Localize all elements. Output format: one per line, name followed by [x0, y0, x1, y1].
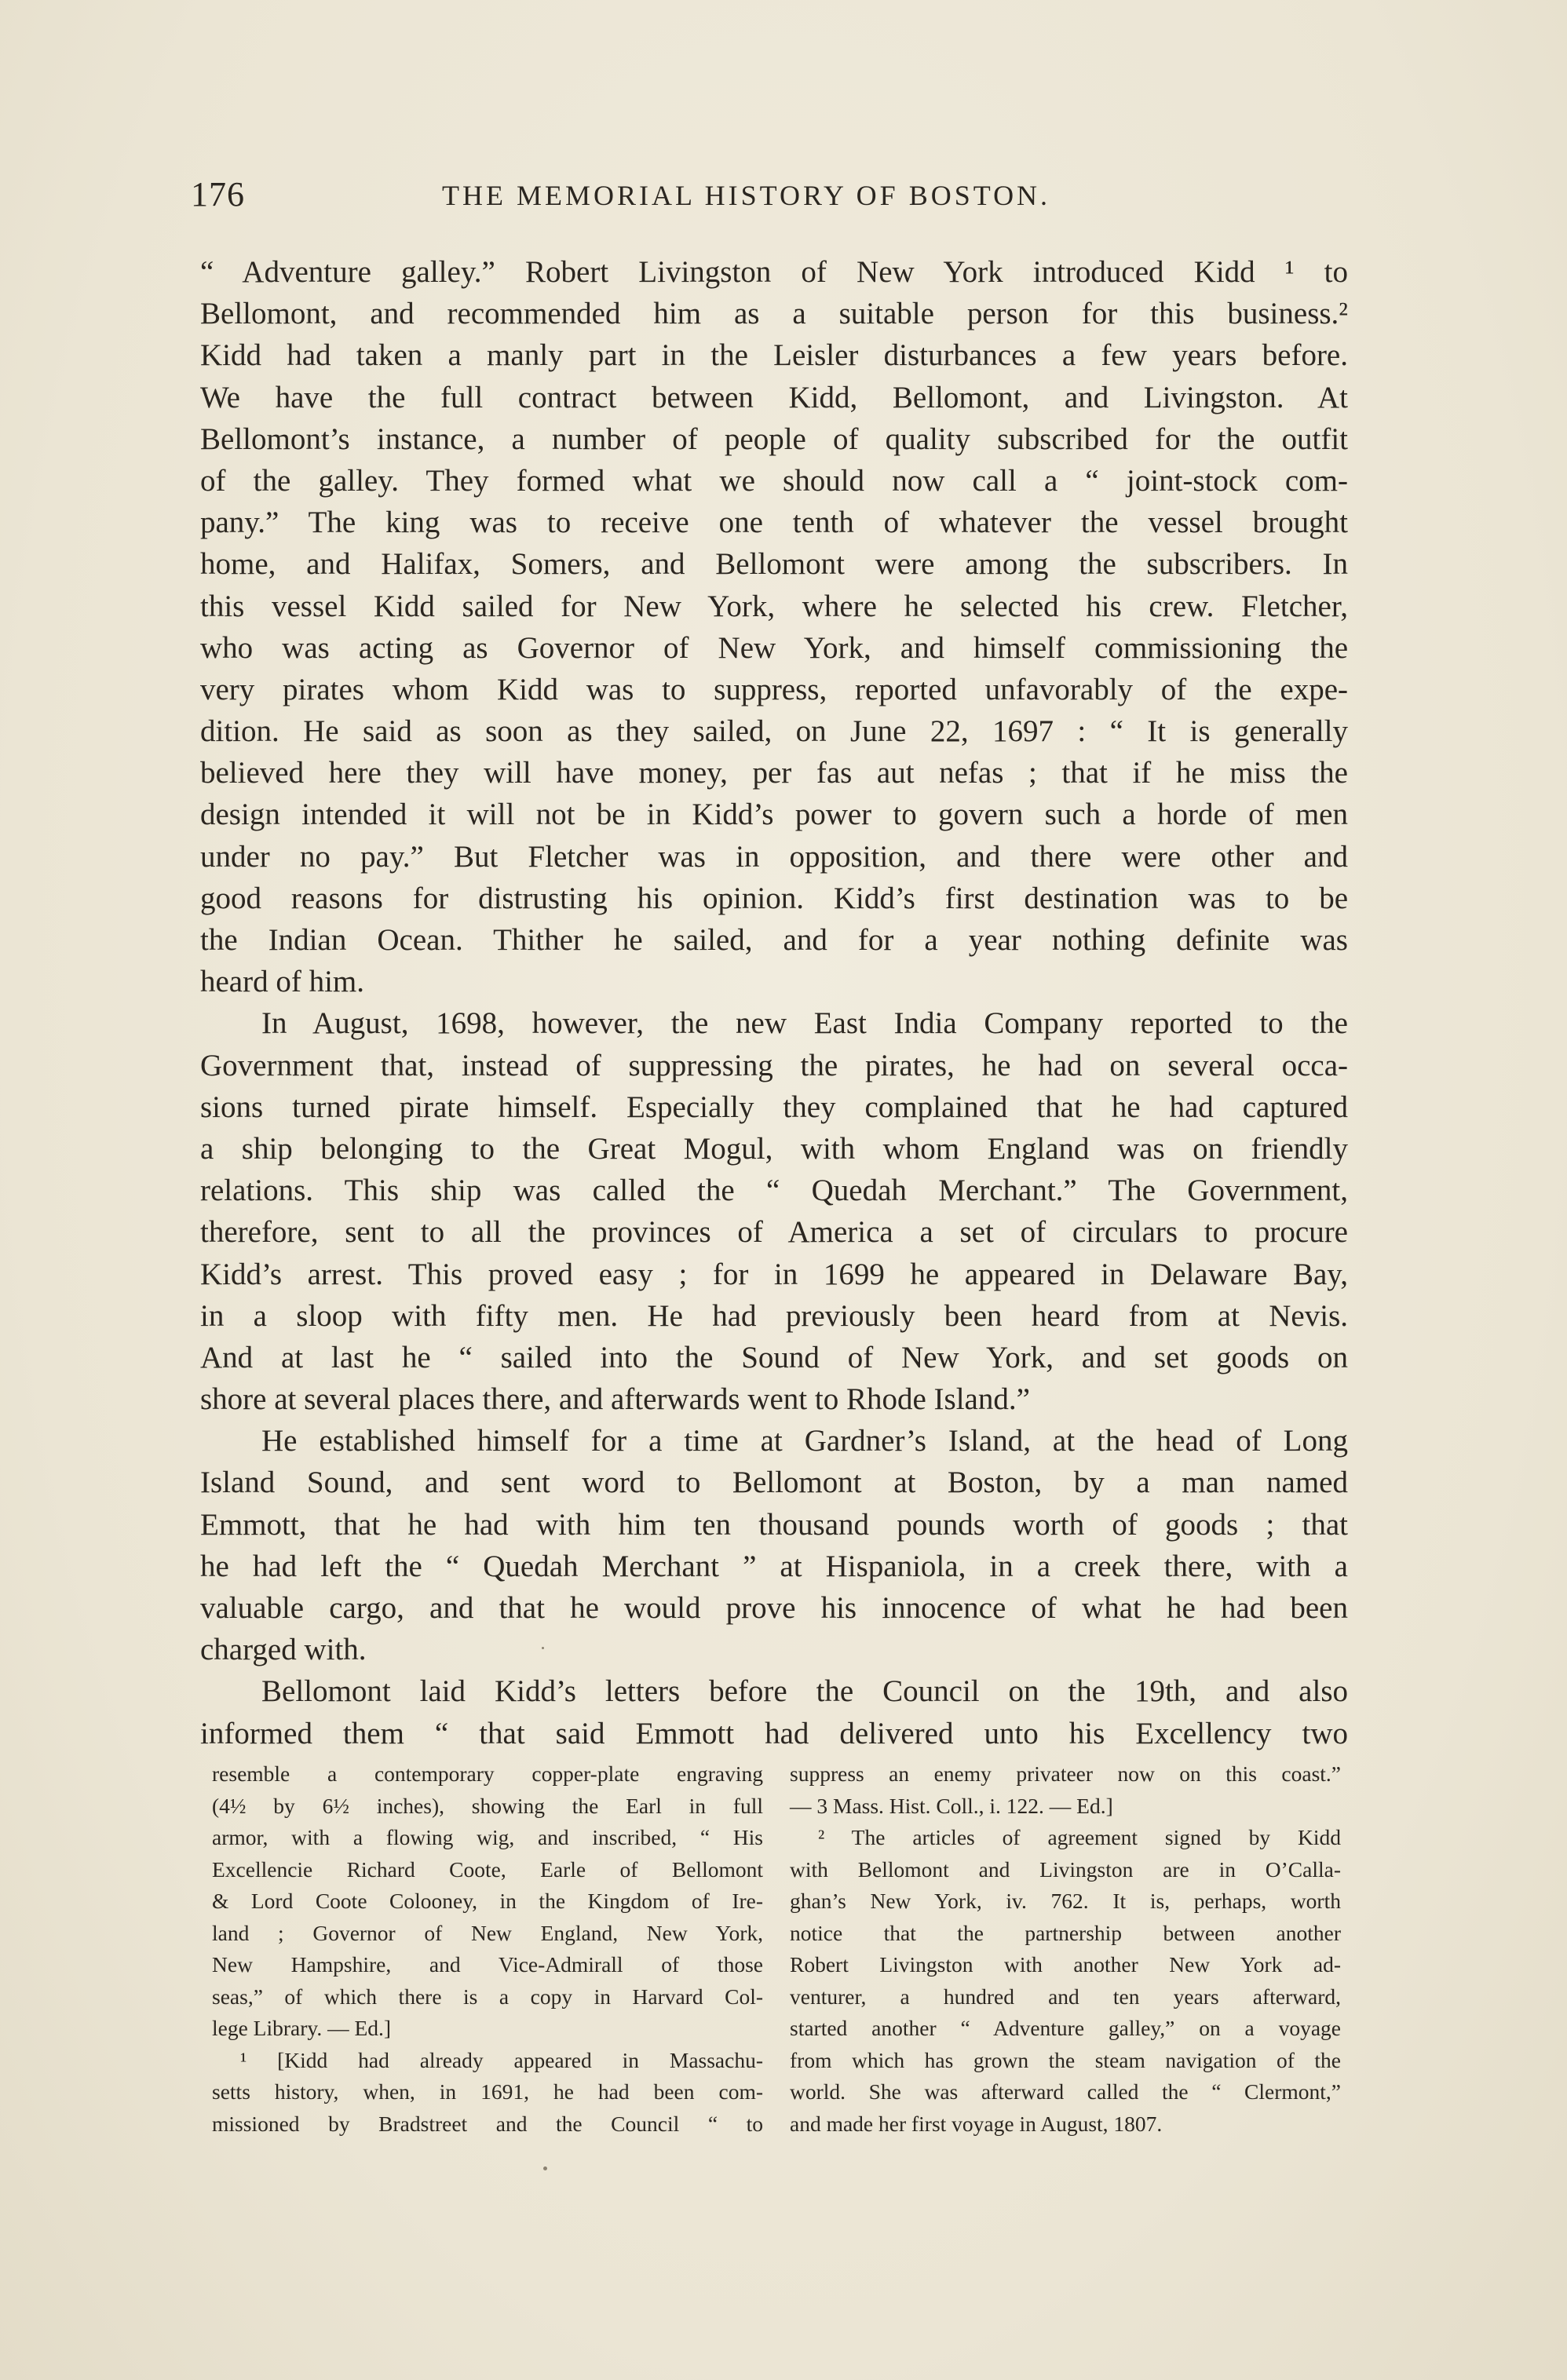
text-line: “ Adventure galley.” Robert Livingston of New York introduced Kidd ¹ to	[200, 255, 1348, 289]
text-line: We have the full contract between Kidd, Bellomont, and Livingston. At	[200, 380, 1348, 414]
text-line: dition. He said as soon as they sailed, on June 22, 1697 : “ It is generally	[200, 714, 1348, 749]
footnote-line: from which has grown the steam navigation of the	[790, 2047, 1341, 2072]
main-text	[200, 251, 1348, 1754]
footnote-line: notice that the partnership between another	[790, 1920, 1341, 1945]
footnote-line: — 3 Mass. Hist. Coll., i. 122. — Ed.]	[790, 1793, 1113, 1818]
footnote-line: seas,” of which there is a copy in Harvard Col-	[212, 1984, 763, 2009]
text-line: heard of him.	[200, 965, 365, 999]
text-line: home, and Halifax, Somers, and Bellomont were among the subscribers. In	[200, 547, 1348, 582]
footnote-line: land ; Governor of New England, New York,	[212, 1920, 763, 1945]
text-line: very pirates whom Kidd was to suppress, reported unfavorably of the expe-	[200, 672, 1348, 706]
footnote-line: ghan’s New York, iv. 762. It is, perhaps, worth	[790, 1889, 1341, 1913]
text-line: Kidd had taken a manly part in the Leisler disturbances a few years before.	[200, 338, 1348, 373]
footnote-line: ¹ [Kidd had already appeared in Massachu-	[240, 2047, 763, 2072]
page-number: 176	[191, 175, 245, 214]
text-line: relations. This ship was called the “ Quedah Merchant.” The Government,	[200, 1174, 1348, 1208]
footnote-line: Excellencie Richard Coote, Earle of Bellomont	[212, 1856, 763, 1882]
text-line: therefore, sent to all the provinces of America a set of circulars to procure	[200, 1215, 1348, 1250]
text-line: he had left the “ Quedah Merchant ” at Hispaniola, in a creek there, with a	[200, 1549, 1348, 1583]
paper-speck	[543, 2166, 547, 2170]
text-line: Emmott, that he had with him ten thousand pounds worth of goods ; that	[200, 1507, 1348, 1542]
text-line: He established himself for a time at Gardner’s Island, at the head of Long	[261, 1424, 1348, 1458]
text-line: shore at several places there, and afterwards went to Rhode Island.”	[200, 1382, 1030, 1417]
text-line: valuable cargo, and that he would prove his innocence of what he had been	[200, 1591, 1348, 1625]
text-line: charged with.	[200, 1633, 367, 1667]
footnote-line: venturer, a hundred and ten years afterward,	[790, 1984, 1341, 2009]
text-line: the Indian Ocean. Thither he sailed, and for a year nothing definite was	[200, 923, 1348, 957]
footnote-line: world. She was afterward called the “ Clermont,”	[790, 2079, 1341, 2104]
footnote-line: suppress an enemy privateer now on this coast.”	[790, 1761, 1341, 1786]
footnote-line: Robert Livingston with another New York ad-	[790, 1952, 1341, 1977]
footnotes-right-column	[790, 1758, 1341, 2140]
footnotes-left-column	[212, 1758, 763, 2140]
text-line: And at last he “ sailed into the Sound of New York, and set goods on	[200, 1340, 1348, 1374]
paper-speck	[542, 1647, 544, 1649]
text-line: Bellomont laid Kidd’s letters before the Council on the 19th, and also	[261, 1674, 1348, 1709]
text-line: informed them “ that said Emmott had delivered unto his Excellency two	[200, 1716, 1348, 1750]
text-line: sions turned pirate himself. Especially they complained that he had captured	[200, 1090, 1348, 1124]
footnote-line: lege Library. — Ed.]	[212, 2016, 392, 2040]
text-line: Government that, instead of suppressing the pirates, he had on several occa-	[200, 1048, 1348, 1082]
text-line: who was acting as Governor of New York, and himself commissioning the	[200, 630, 1348, 665]
text-line: under no pay.” But Fletcher was in opposition, and there were other and	[200, 839, 1348, 874]
text-line: pany.” The king was to receive one tenth of whatever the vessel brought	[200, 506, 1348, 540]
text-line: believed here they will have money, per fas aut nefas ; that if he miss the	[200, 756, 1348, 790]
footnote-line: (4½ by 6½ inches), showing the Earl in full	[212, 1793, 763, 1818]
footnote-line: New Hampshire, and Vice-Admirall of those	[212, 1952, 763, 1977]
text-line: Bellomont’s instance, a number of people of quality subscribed for the outfit	[200, 422, 1348, 456]
text-line: Island Sound, and sent word to Bellomont at Boston, by a man named	[200, 1466, 1348, 1500]
text-line: In August, 1698, however, the new East India Company reported to the	[261, 1006, 1348, 1041]
footnote-line: resemble a contemporary copper-plate engraving	[212, 1761, 763, 1786]
text-line: this vessel Kidd sailed for New York, where he selected his crew. Fletcher,	[200, 589, 1348, 623]
footnote-line: with Bellomont and Livingston are in O’Calla-	[790, 1856, 1341, 1882]
text-line: good reasons for distrusting his opinion. Kidd’s first destination was to be	[200, 881, 1348, 915]
footnote-line: and made her first voyage in August, 1807.	[790, 2111, 1163, 2136]
text-line: Kidd’s arrest. This proved easy ; for in 1699 he appeared in Delaware Bay,	[200, 1257, 1348, 1291]
footnote-line: ² The articles of agreement signed by Kidd	[818, 1825, 1341, 1849]
footnote-line: missioned by Bradstreet and the Council “ to	[212, 2111, 763, 2136]
text-line: design intended it will not be in Kidd’s power to govern such a horde of men	[200, 798, 1348, 832]
text-line: a ship belonging to the Great Mogul, with whom England was on friendly	[200, 1131, 1348, 1166]
footnote-line: started another “ Adventure galley,” on a voyage	[790, 2016, 1341, 2040]
footnote-line: armor, with a flowing wig, and inscribed, “ His	[212, 1825, 763, 1849]
running-head	[191, 174, 1353, 221]
text-line: Bellomont, and recommended him as a suitable person for this business.²	[200, 297, 1348, 331]
footnote-line: setts history, when, in 1691, he had been com-	[212, 2079, 763, 2104]
text-line: of the galley. They formed what we should now call a “ joint-stock com-	[200, 463, 1348, 498]
running-title: THE MEMORIAL HISTORY OF BOSTON.	[442, 180, 1051, 211]
text-line: in a sloop with fifty men. He had previously been heard from at Nevis.	[200, 1298, 1348, 1333]
footnote-line: & Lord Coote Colooney, in the Kingdom of Ire-	[212, 1889, 763, 1913]
